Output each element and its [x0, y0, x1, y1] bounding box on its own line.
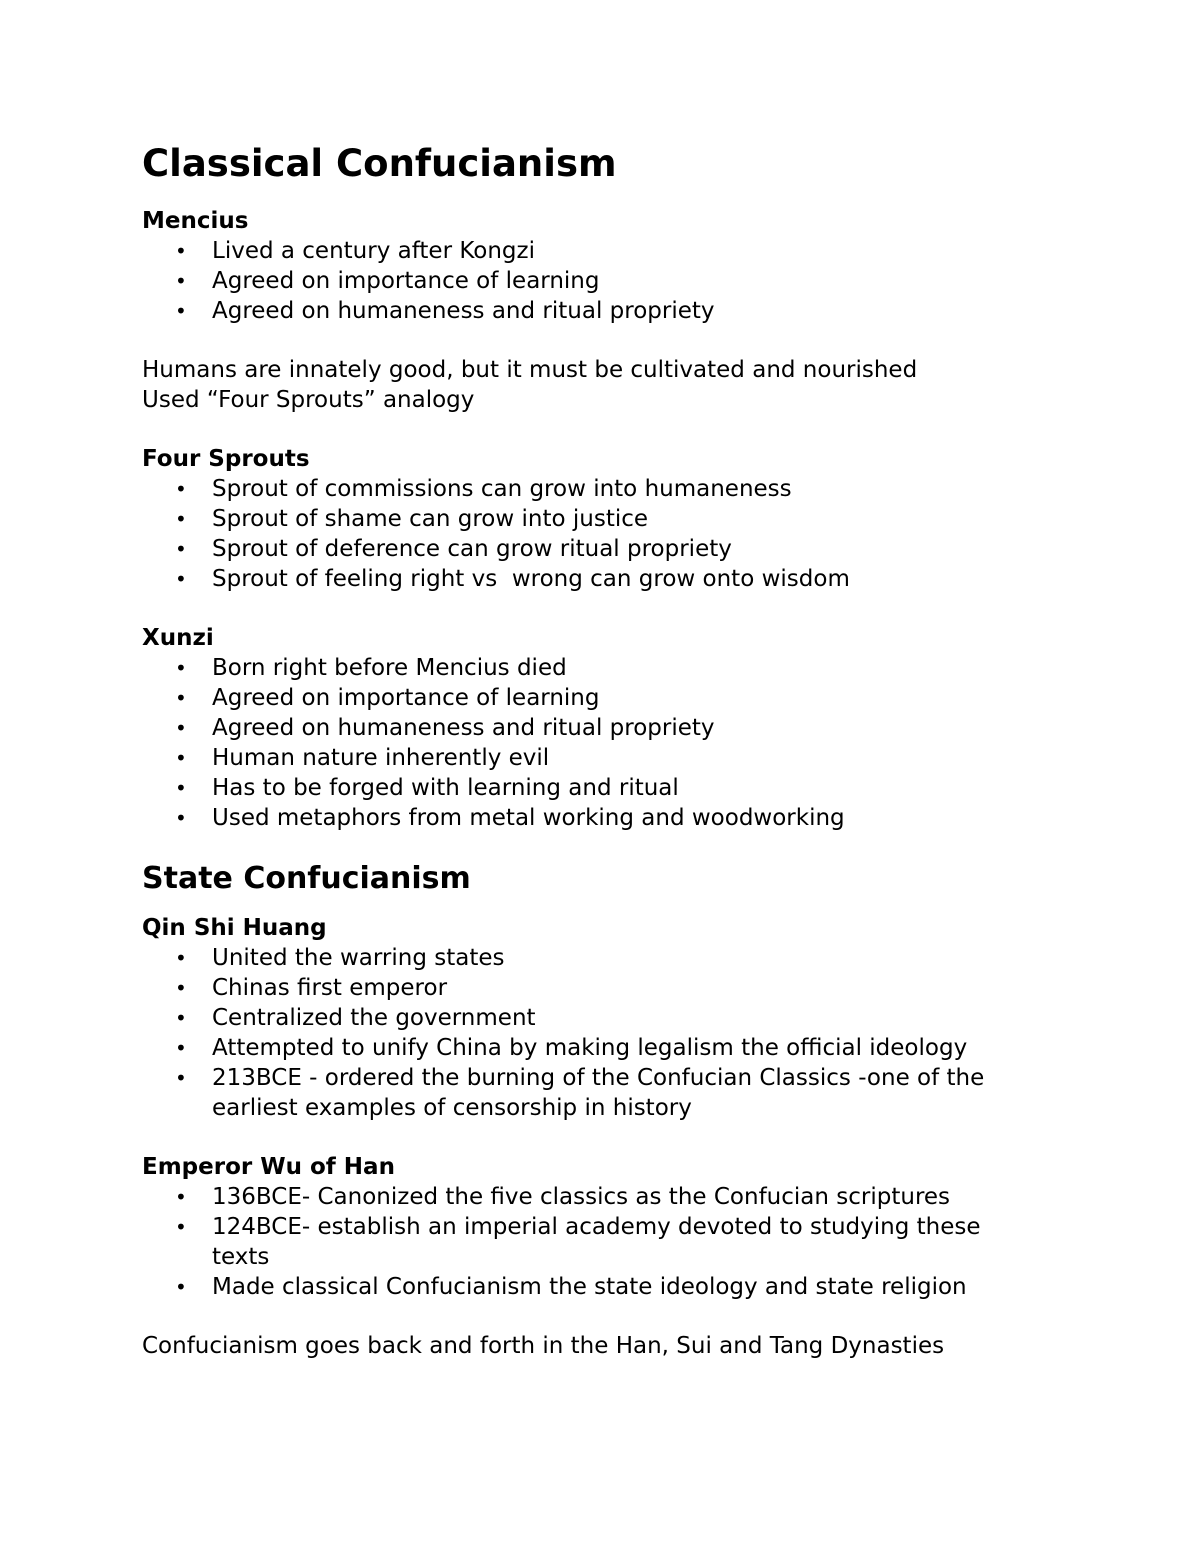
list-item: • Lived a century after Kongzi — [175, 238, 535, 264]
bullet-icon: • — [175, 507, 187, 531]
list-qin-shi-huang — [142, 943, 1072, 1123]
bullet-icon: • — [175, 656, 187, 680]
list-item: • Attempted to unify China by making legalism the official ideology — [175, 1035, 968, 1061]
list-item: • Has to be forged with learning and ritual — [175, 775, 679, 801]
heading-four-sprouts: Four Sprouts — [142, 446, 310, 472]
bullet-icon: • — [175, 567, 187, 591]
list-item: • Human nature inherently evil — [175, 745, 550, 771]
bullet-icon: • — [175, 299, 187, 323]
list-item: • Sprout of shame can grow into justice — [175, 506, 649, 532]
bullet-icon: • — [175, 1215, 187, 1239]
title-classical-confucianism: Classical Confucianism — [142, 142, 617, 185]
bullet-icon: • — [175, 946, 187, 970]
bullet-icon: • — [175, 776, 187, 800]
bullet-icon: • — [175, 746, 187, 770]
heading-emperor-wu-of-han: Emperor Wu of Han — [142, 1154, 395, 1180]
list-item: • Sprout of deference can grow ritual propriety — [175, 536, 732, 562]
list-item: • Sprout of commissions can grow into humaneness — [175, 476, 792, 502]
bullet-icon: • — [175, 806, 187, 830]
list-mencius — [142, 236, 1072, 326]
list-item: • Made classical Confucianism the state ideology and state religion — [175, 1274, 967, 1300]
bullet-icon: • — [175, 1185, 187, 1209]
list-item: • Agreed on humaneness and ritual propriety — [175, 298, 715, 324]
bullet-icon: • — [175, 537, 187, 561]
list-item: • United the warring states — [175, 945, 505, 971]
list-item: • Agreed on importance of learning — [175, 685, 600, 711]
bullet-icon: • — [175, 1006, 187, 1030]
bullet-icon: • — [175, 686, 187, 710]
title-state-confucianism: State Confucianism — [142, 861, 471, 896]
heading-xunzi: Xunzi — [142, 625, 214, 651]
list-item: • Sprout of feeling right vs wrong can grow onto wisdom — [175, 566, 850, 592]
paragraph-humans-good: Humans are innately good, but it must be cultivated and nourished — [142, 357, 918, 383]
list-item: • 136BCE- Canonized the five classics as the Confucian scriptures — [175, 1184, 951, 1210]
bullet-icon: • — [175, 269, 187, 293]
bullet-icon: • — [175, 716, 187, 740]
bullet-icon: • — [175, 477, 187, 501]
list-item: • Chinas first emperor — [175, 975, 448, 1001]
bullet-icon: • — [175, 1066, 187, 1090]
list-emperor-wu-of-han — [142, 1182, 1072, 1302]
paragraph-closing: Confucianism goes back and forth in the Han, Sui and Tang Dynasties — [142, 1333, 945, 1359]
list-item: • Used metaphors from metal working and woodworking — [175, 805, 845, 831]
paragraph-four-sprouts-analogy: Used “Four Sprouts” analogy — [142, 387, 475, 413]
list-item: • Centralized the government — [175, 1005, 536, 1031]
bullet-icon: • — [175, 239, 187, 263]
list-item: • 124BCE- establish an imperial academy devoted to studying these texts — [175, 1214, 981, 1270]
list-four-sprouts — [142, 474, 1072, 594]
document-page — [142, 138, 1072, 1361]
list-item: • Born right before Mencius died — [175, 655, 567, 681]
list-xunzi — [142, 653, 1072, 833]
heading-qin-shi-huang: Qin Shi Huang — [142, 915, 327, 941]
bullet-icon: • — [175, 1036, 187, 1060]
bullet-icon: • — [175, 1275, 187, 1299]
list-item: • Agreed on humaneness and ritual propriety — [175, 715, 715, 741]
bullet-icon: • — [175, 976, 187, 1000]
heading-mencius: Mencius — [142, 208, 249, 234]
list-item: • 213BCE - ordered the burning of the Confucian Classics -one of the earliest examples of censorship in history — [175, 1065, 985, 1121]
list-item: • Agreed on importance of learning — [175, 268, 600, 294]
